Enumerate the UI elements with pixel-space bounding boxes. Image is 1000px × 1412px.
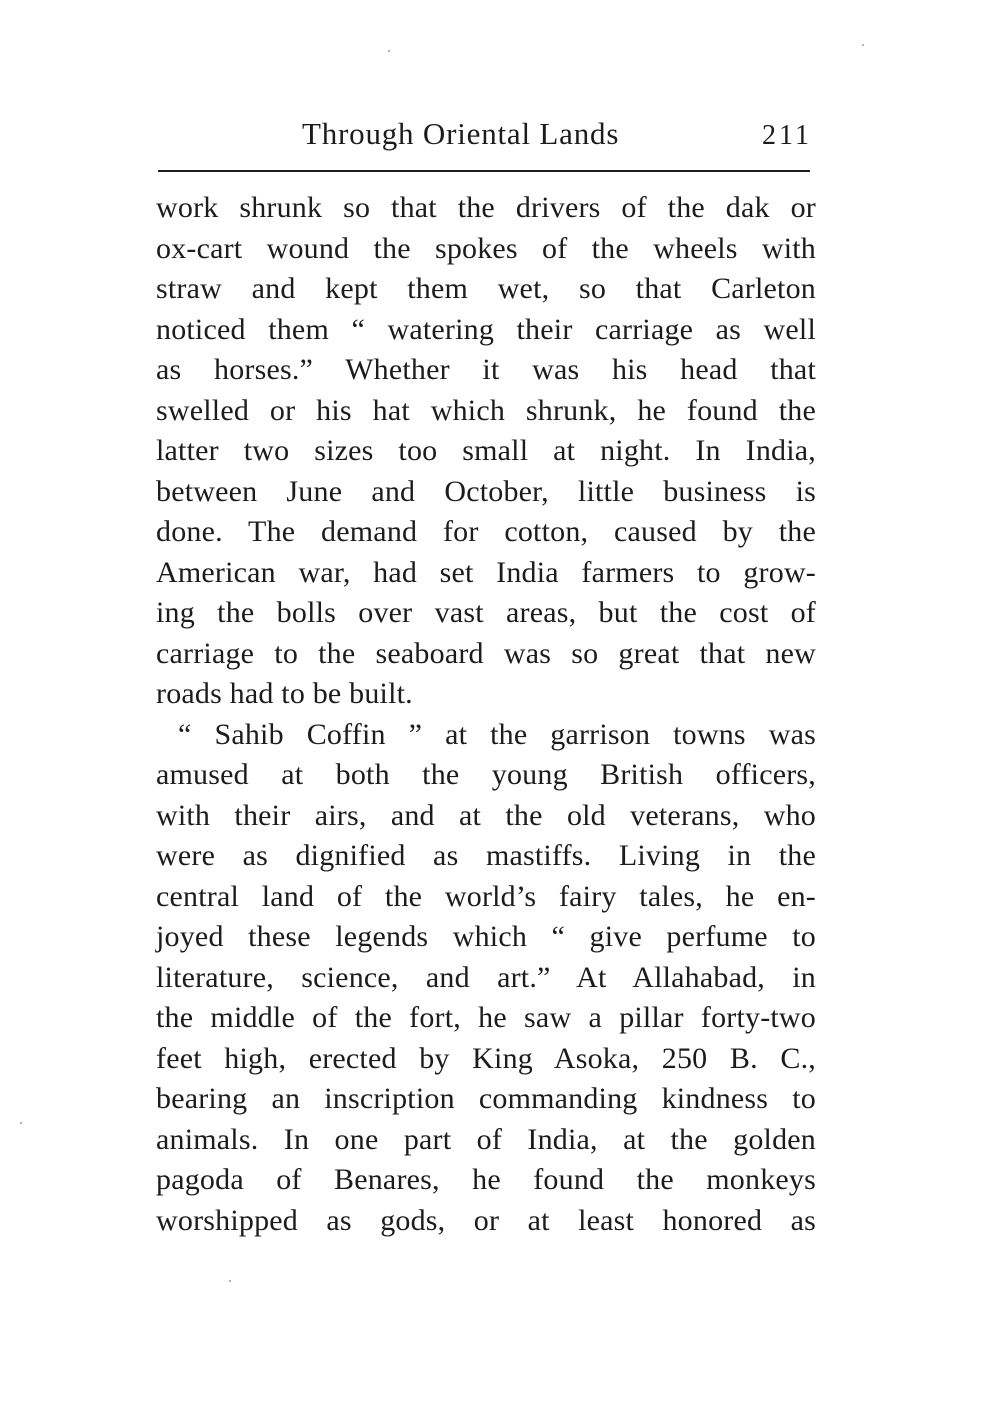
text-line: the middle of the fort, he saw a pillar forty-two — [156, 1001, 816, 1034]
text-line: animals. In one part of India, at the golden — [156, 1122, 816, 1156]
paper-speck — [229, 1280, 231, 1282]
text-line: done. The demand for cotton, caused by the — [156, 515, 816, 548]
text-line: pagoda of Benares, he found the monkeys — [156, 1163, 816, 1196]
text-line: work shrunk so that the drivers of the dak or — [156, 191, 816, 224]
text-line: central land of the world’s fairy tales, he en- — [156, 879, 816, 913]
page-header — [158, 116, 818, 162]
text-line: bearing an inscription commanding kindness to — [156, 1082, 816, 1115]
text-line: swelled or his hat which shrunk, he found the — [156, 393, 816, 427]
text-line: carriage to the seaboard was so great that new — [156, 636, 816, 670]
paper-speck — [862, 44, 864, 46]
paper-speck — [20, 1122, 22, 1124]
text-line: American war, had set India farmers to grow- — [156, 555, 816, 589]
running-title: Through Oriental Lands — [302, 116, 620, 151]
text-line: ing the bolls over vast areas, but the cost of — [156, 596, 816, 629]
text-line: between June and October, little business is — [156, 474, 816, 508]
text-line: were as dignified as mastiffs. Living in the — [156, 839, 816, 872]
text-line: worshipped as gods, or at least honored as — [156, 1203, 816, 1237]
paragraph-start-line: “ Sahib Coffin ” at the garrison towns was — [178, 717, 816, 751]
text-line: as horses.” Whether it was his head that — [156, 353, 816, 386]
text-line: straw and kept them wet, so that Carleton — [156, 272, 816, 305]
header-rule — [158, 170, 810, 172]
text-line: latter two sizes too small at night. In India, — [156, 434, 816, 467]
page-number: 211 — [762, 120, 812, 151]
body-text — [156, 188, 816, 1241]
text-line: literature, science, and art.” At Allahabad, in — [156, 960, 816, 994]
paragraph-end-line: roads had to be built. — [156, 677, 413, 710]
text-line: noticed them “ watering their carriage as well — [156, 312, 816, 346]
text-line: feet high, erected by King Asoka, 250 B. C., — [156, 1041, 816, 1075]
text-line: amused at both the young British officers, — [156, 758, 816, 791]
text-line: joyed these legends which “ give perfume to — [156, 920, 816, 953]
paper-speck — [388, 50, 390, 52]
text-line: ox-cart wound the spokes of the wheels with — [156, 231, 816, 265]
text-line: with their airs, and at the old veterans, who — [156, 798, 816, 832]
